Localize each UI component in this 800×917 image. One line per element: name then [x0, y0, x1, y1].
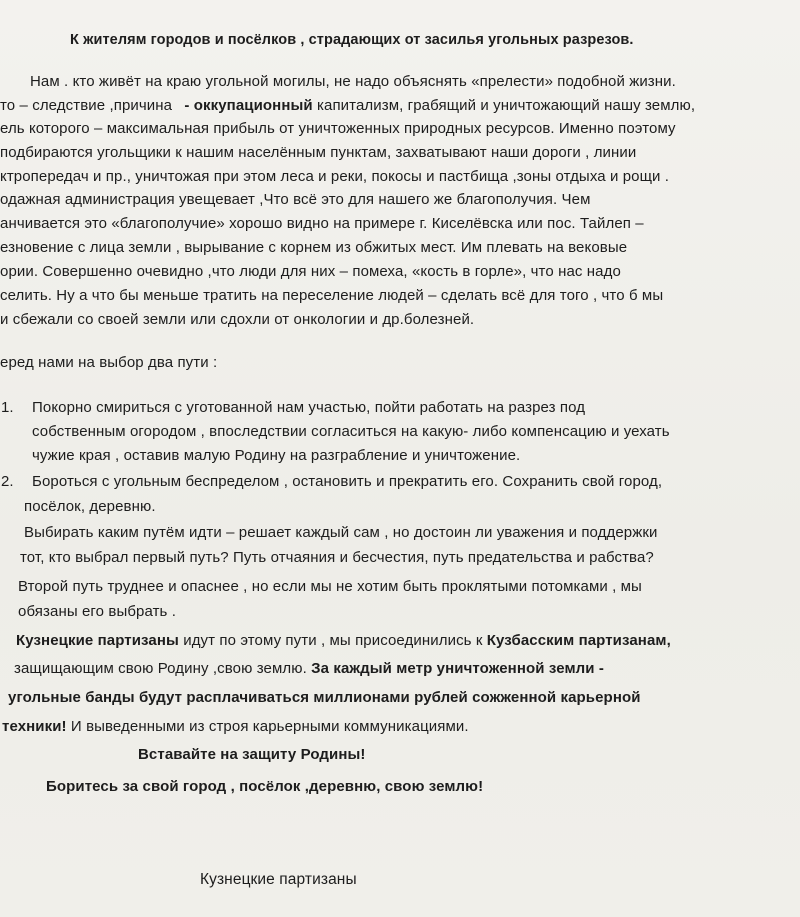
bold-fragment: Кузнецкие партизаны	[16, 632, 179, 649]
option-line: Бороться с угольным беспределом , остановить и прекратить его. Сохранить свой город,	[32, 473, 663, 490]
document-title: К жителям городов и посёлков , страдающих от засилья угольных разрезов.	[70, 32, 634, 48]
paragraph-line: ель которого – максимальная прибыль от уничтоженных природных ресурсов. Именно поэтому	[0, 120, 676, 137]
option-line: Покорно смириться с уготованной нам участью, пойти работать на разрез под	[32, 399, 586, 416]
reflection-line: тот, кто выбрал первый путь? Путь отчаяния и бесчестия, путь предательства и рабства?	[20, 549, 654, 566]
paragraph-line: езновение с лица земли , вырывание с корнем из обжитых мест. Им плевать на вековые	[0, 239, 628, 256]
text-fragment: И выведенными из строя карьерными коммуникациями.	[70, 718, 469, 735]
option-number: 2.	[1, 473, 14, 490]
bold-fragment: Кузбасским партизанам,	[486, 632, 671, 649]
reflection-line: Второй путь труднее и опаснее , но если мы не хотим быть проклятыми потомками , мы	[18, 578, 642, 595]
paragraph-line: и сбежали со своей земли или сдохли от онкологии и др.болезней.	[0, 311, 475, 328]
paragraph-line: подбираются угольщики к нашим населённым пунктам, захватывают наши дороги , линии	[0, 144, 637, 161]
partisans-line	[16, 632, 671, 650]
partisans-line	[14, 660, 604, 678]
partisans-line	[2, 718, 469, 736]
paragraph-line: ктропередач и пр., уничтожая при этом леса и реки, покосы и пастбища ,зоны отдыха и рощи .	[0, 168, 670, 185]
paragraph-line: селить. Ну а что бы меньше тратить на переселение людей – сделать всё для того , что б мы	[0, 287, 664, 304]
call-to-action: Вставайте на защиту Родины!	[138, 746, 366, 763]
reflection-line: обязаны его выбрать .	[18, 603, 176, 620]
paragraph-line	[0, 97, 695, 115]
paragraph-line: ории. Совершенно очевидно ,что люди для них – помеха, «кость в горле», что нас надо	[0, 263, 621, 280]
bold-fragment: За каждый метр уничтоженной земли -	[311, 660, 604, 677]
partisans-line: угольные банды будут расплачиваться миллионами рублей сожженной карьерной	[8, 689, 641, 706]
paragraph-line: анчивается это «благополучие» хорошо видно на примере г. Киселёвска или пос. Тайлеп –	[0, 215, 644, 232]
paragraph-line: одажная администрация увещевает ,Что всё это для нашего же благополучия. Чем	[0, 191, 591, 208]
signature: Кузнецкие партизаны	[200, 871, 357, 888]
text-fragment: капитализм, грабящий и уничтожающий нашу землю,	[317, 97, 696, 114]
text-fragment: идут по этому пути , мы присоединились к	[183, 632, 483, 649]
choice-intro: еред нами на выбор два пути :	[0, 354, 218, 371]
text-fragment: защищающим свою Родину ,свою землю.	[14, 660, 307, 677]
bold-fragment: техники!	[2, 718, 67, 735]
reflection-line: Выбирать каким путём идти – решает каждый сам , но достоин ли уважения и поддержки	[24, 524, 658, 541]
option-number: 1.	[1, 399, 14, 416]
text-fragment: то – следствие ,причина	[0, 97, 173, 114]
bold-fragment: - оккупационный	[184, 97, 313, 114]
paragraph-line: Нам . кто живёт на краю угольной могилы, не надо объяснять «прелести» подобной жизни.	[30, 73, 676, 90]
option-line: чужие края , оставив малую Родину на разграбление и уничтожение.	[32, 447, 521, 464]
option-line: собственным огородом , впоследствии согласиться на какую- либо компенсацию и уехать	[32, 423, 670, 440]
call-to-action: Боритесь за свой город , посёлок ,деревню, свою землю!	[46, 778, 484, 795]
option-line: посёлок, деревню.	[24, 498, 156, 515]
